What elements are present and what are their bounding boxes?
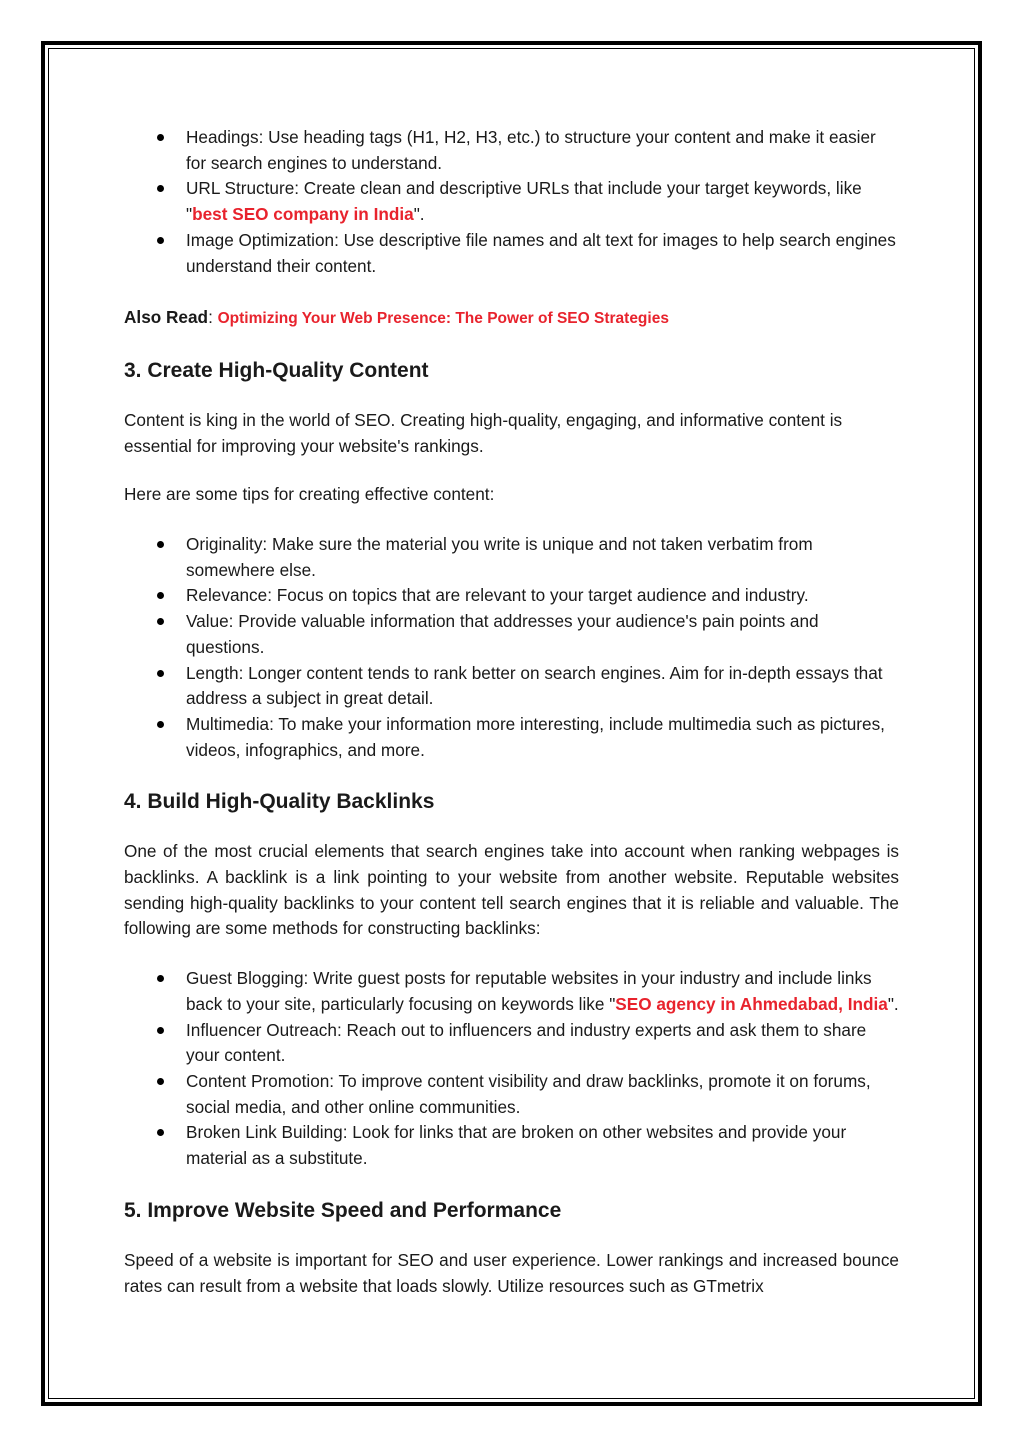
seo-list-top [124, 125, 899, 279]
heading-section-5: 5. Improve Website Speed and Performance [124, 1198, 562, 1222]
list-item-headings: Headings: Use heading tags (H1, H2, H3, etc.) to structure your content and make it easier for search engines to understand. [124, 125, 899, 176]
list-item-url-structure: URL Structure: Create clean and descriptive URLs that include your target keywords, like "best SEO company in India". [124, 176, 899, 227]
section-4-paragraph-1: One of the most crucial elements that search engines take into account when ranking webpages is backlinks. A backlink is a link pointing to your website from another website. Reputable websites sending high-quality backlinks to your content tell search engines that it is reliable and valuable. The following are some methods for constructing backlinks: [124, 841, 899, 939]
heading-section-3: 3. Create High-Quality Content [124, 358, 429, 382]
list-item: Influencer Outreach: Reach out to influencers and industry experts and ask them to share your content. [124, 1018, 899, 1069]
document-body [124, 125, 899, 1299]
content-tips-list [124, 532, 899, 763]
backlink-methods-list [124, 966, 899, 1172]
list-item: Originality: Make sure the material you write is unique and not taken verbatim from somewhere else. [124, 532, 899, 583]
also-read-label: Also Read [124, 307, 209, 328]
also-read: Also Read: Optimizing Your Web Presence: The Power of SEO Strategies [124, 307, 669, 328]
section-3-paragraph-2: Here are some tips for creating effective content: [124, 484, 495, 505]
list-item: Broken Link Building: Look for links that are broken on other websites and provide your material as a substitute. [124, 1120, 899, 1171]
list-item: Length: Longer content tends to rank better on search engines. Aim for in-depth essays that address a subject in great detail. [124, 661, 899, 712]
heading-section-4: 4. Build High-Quality Backlinks [124, 790, 435, 814]
section-3-paragraph-1: Content is king in the world of SEO. Creating high-quality, engaging, and informative content is essential for improving your website's rankings. [124, 409, 843, 456]
also-read-link[interactable]: Optimizing Your Web Presence: The Power of SEO Strategies [217, 310, 669, 328]
list-item-guest-blogging: Guest Blogging: Write guest posts for reputable websites in your industry and include links back to your site, particularly focusing on keywords like "SEO agency in Ahmedabad, India". [124, 966, 899, 1017]
list-item-image-optimization: Image Optimization: Use descriptive file names and alt text for images to help search engines understand their content. [124, 228, 899, 279]
list-item: Content Promotion: To improve content visibility and draw backlinks, promote it on forums, social media, and other online communities. [124, 1069, 899, 1120]
best-seo-company-link[interactable]: best SEO company in India [192, 204, 414, 225]
list-item: Multimedia: To make your information more interesting, include multimedia such as pictures, videos, infographics, and more. [124, 712, 899, 763]
list-item: Value: Provide valuable information that addresses your audience's pain points and questions. [124, 609, 899, 660]
seo-agency-ahmedabad-link[interactable]: SEO agency in Ahmedabad, India [615, 993, 888, 1014]
list-item: Relevance: Focus on topics that are relevant to your target audience and industry. [124, 583, 899, 609]
section-5-paragraph-1: Speed of a website is important for SEO and user experience. Lower rankings and increased bounce rates can result from a website that loads slowly. Utilize resources such as GTmetrix [124, 1249, 899, 1296]
